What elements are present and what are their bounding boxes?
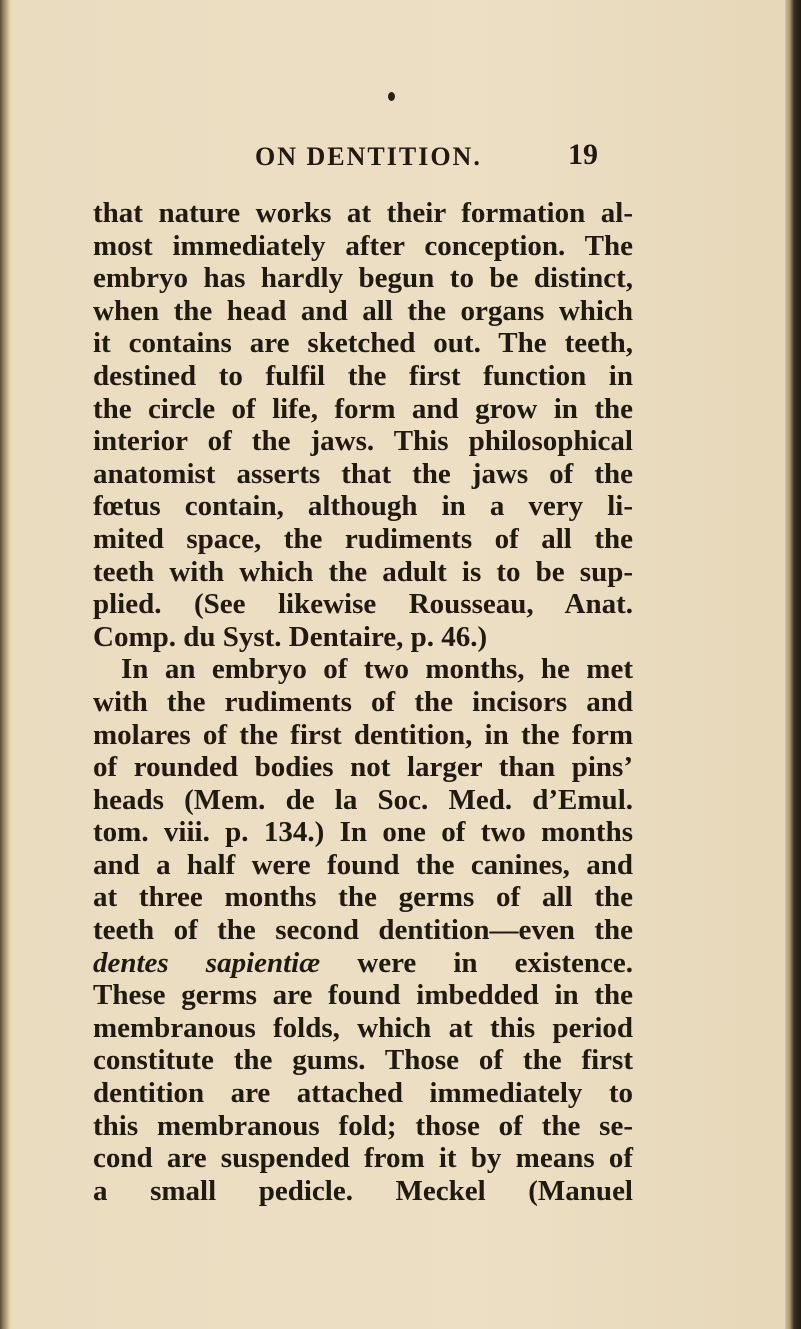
- text-line: when the head and all the organs which: [93, 294, 633, 327]
- running-title: ON DENTITION.: [255, 142, 482, 171]
- text-line: interior of the jaws. This philosophical: [93, 425, 633, 458]
- text-line: teeth of the second dentition—even the: [93, 914, 633, 947]
- text-line: the circle of life, form and grow in the: [93, 392, 633, 425]
- text-line: destined to fulfil the first function in: [93, 359, 633, 392]
- text-line: fœtus contain, although in a very li-: [93, 490, 633, 523]
- text-line: tom. viii. p. 134.) In one of two months: [93, 816, 633, 849]
- text-line: a small pedicle. Meckel (Manuel: [93, 1174, 633, 1207]
- text-line: at three months the germs of all the: [93, 881, 633, 914]
- text-line: this membranous fold; those of the se-: [93, 1109, 633, 1142]
- page-header: [0, 136, 801, 176]
- body-text: [93, 197, 633, 1207]
- text-line: and a half were found the canines, and: [93, 848, 633, 881]
- page-number: 19: [568, 138, 598, 171]
- text-line: it contains are sketched out. The teeth,: [93, 327, 633, 360]
- page-binding-edge: [0, 0, 10, 1329]
- text-line: [93, 947, 633, 980]
- text-line: heads (Mem. de la Soc. Med. d’Emul.: [93, 783, 633, 816]
- italic-phrase: dentes sapientiæ: [93, 946, 321, 979]
- text-line: that nature works at their formation al-: [93, 197, 633, 229]
- text-line: In an embryo of two months, he met: [121, 653, 633, 686]
- text-line: molares of the first dentition, in the form: [93, 718, 633, 751]
- page-outer-edge: [785, 0, 801, 1329]
- text-line: Comp. du Syst. Dentaire, p. 46.): [93, 620, 488, 653]
- text-line: with the rudiments of the incisors and: [93, 685, 633, 718]
- text-line: of rounded bodies not larger than pins’: [93, 751, 633, 784]
- text-line: anatomist asserts that the jaws of the: [93, 457, 633, 490]
- text-line: most immediately after conception. The: [93, 229, 633, 262]
- text-line: embryo has hardly begun to be distinct,: [93, 262, 633, 295]
- text-line: membranous folds, which at this period: [93, 1011, 633, 1044]
- text-line-remainder: were in existence.: [357, 946, 633, 979]
- text-line: plied. (See likewise Rousseau, Anat.: [93, 588, 633, 621]
- text-line: constitute the gums. Those of the first: [93, 1044, 633, 1077]
- text-line: teeth with which the adult is to be sup-: [93, 555, 633, 588]
- text-line: cond are suspended from it by means of: [93, 1142, 633, 1175]
- text-line: mited space, the rudiments of all the: [93, 522, 633, 555]
- text-line: These germs are found imbedded in the: [93, 979, 633, 1012]
- text-line: dentition are attached immediately to: [93, 1077, 633, 1110]
- ink-spot: [388, 92, 395, 101]
